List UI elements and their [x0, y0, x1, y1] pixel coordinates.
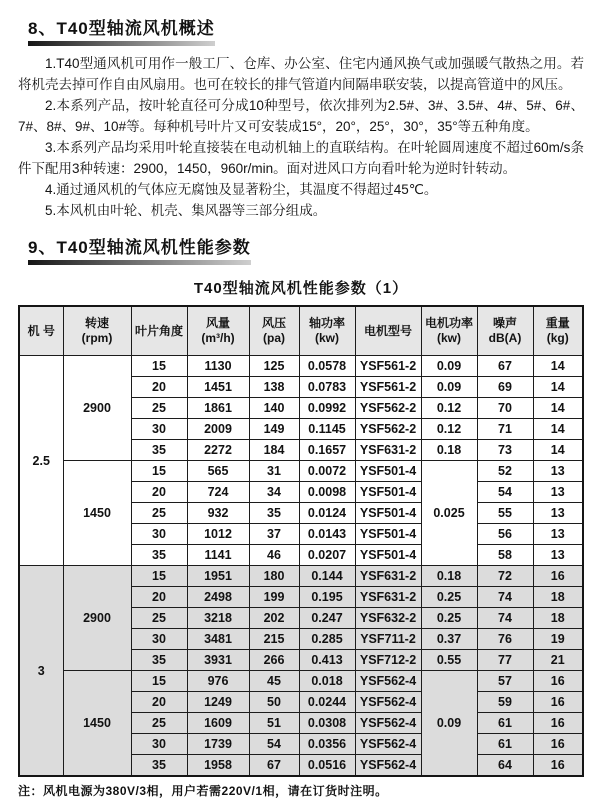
cell-weight: 16	[533, 692, 583, 713]
cell-noise: 57	[477, 671, 533, 692]
heading-underline-bar	[28, 41, 215, 46]
table-row	[19, 356, 583, 377]
cell-air-flow: 932	[187, 503, 249, 524]
table-row	[19, 461, 583, 482]
cell-motor-power: 0.55	[421, 650, 477, 671]
cell-air-flow: 3481	[187, 629, 249, 650]
cell-weight: 14	[533, 356, 583, 377]
overview-paragraph: 2.本系列产品，按叶轮直径可分成10种型号，依次排列为2.5#、3#、3.5#、4#、5#、6#、7#、8#、9#、10#等。每种机号叶片又可安装成15°，20°，25°，30°，35°等五种角度。	[18, 98, 584, 134]
cell-weight: 19	[533, 629, 583, 650]
column-header: 轴功率 (kw)	[299, 306, 355, 356]
column-header: 叶片角度	[131, 306, 187, 356]
section-8-heading-text: 8、T40型轴流风机概述	[28, 19, 215, 38]
cell-pressure: 45	[249, 671, 299, 692]
cell-air-flow: 3218	[187, 608, 249, 629]
cell-pressure: 266	[249, 650, 299, 671]
cell-motor-model: YSF562-4	[355, 692, 421, 713]
cell-motor-power: 0.09	[421, 671, 477, 777]
cell-noise: 55	[477, 503, 533, 524]
table-row	[19, 671, 583, 692]
column-header: 转速 (rpm)	[63, 306, 131, 356]
cell-weight: 21	[533, 650, 583, 671]
cell-noise: 71	[477, 419, 533, 440]
footer-note: 注：风机电源为380V/3相，用户若需220V/1相，请在订货时注明。	[18, 784, 388, 798]
cell-motor-model: YSF631-2	[355, 566, 421, 587]
cell-pressure: 180	[249, 566, 299, 587]
cell-weight: 16	[533, 734, 583, 755]
cell-air-flow: 2009	[187, 419, 249, 440]
cell-weight: 18	[533, 587, 583, 608]
cell-weight: 13	[533, 461, 583, 482]
cell-noise: 74	[477, 608, 533, 629]
cell-shaft-power: 0.285	[299, 629, 355, 650]
cell-pressure: 35	[249, 503, 299, 524]
cell-shaft-power: 0.0516	[299, 755, 355, 777]
cell-air-flow: 1951	[187, 566, 249, 587]
cell-motor-model: YSF501-4	[355, 482, 421, 503]
cell-shaft-power: 0.0992	[299, 398, 355, 419]
cell-motor-power: 0.12	[421, 398, 477, 419]
cell-motor-model: YSF712-2	[355, 650, 421, 671]
cell-noise: 61	[477, 734, 533, 755]
cell-blade-angle: 30	[131, 734, 187, 755]
cell-weight: 14	[533, 440, 583, 461]
cell-weight: 13	[533, 503, 583, 524]
cell-noise: 54	[477, 482, 533, 503]
cell-model: 3	[19, 566, 63, 777]
column-header: 机 号	[19, 306, 63, 356]
cell-pressure: 149	[249, 419, 299, 440]
cell-noise: 59	[477, 692, 533, 713]
column-header: 电机功率 (kw)	[421, 306, 477, 356]
cell-pressure: 215	[249, 629, 299, 650]
cell-motor-power: 0.09	[421, 356, 477, 377]
cell-air-flow: 1451	[187, 377, 249, 398]
cell-pressure: 199	[249, 587, 299, 608]
cell-blade-angle: 30	[131, 629, 187, 650]
cell-shaft-power: 0.144	[299, 566, 355, 587]
cell-air-flow: 1012	[187, 524, 249, 545]
cell-noise: 69	[477, 377, 533, 398]
cell-motor-model: YSF501-4	[355, 524, 421, 545]
cell-blade-angle: 30	[131, 524, 187, 545]
cell-weight: 16	[533, 713, 583, 734]
cell-motor-power: 0.37	[421, 629, 477, 650]
cell-blade-angle: 25	[131, 608, 187, 629]
cell-motor-model: YSF501-4	[355, 503, 421, 524]
cell-shaft-power: 0.0072	[299, 461, 355, 482]
cell-weight: 14	[533, 419, 583, 440]
cell-blade-angle: 20	[131, 692, 187, 713]
cell-shaft-power: 0.0244	[299, 692, 355, 713]
cell-motor-power: 0.25	[421, 587, 477, 608]
cell-shaft-power: 0.0578	[299, 356, 355, 377]
cell-air-flow: 1958	[187, 755, 249, 777]
column-header: 风量 (m³/h)	[187, 306, 249, 356]
cell-blade-angle: 15	[131, 671, 187, 692]
column-header: 风压 (pa)	[249, 306, 299, 356]
section-overview	[18, 14, 584, 221]
cell-motor-model: YSF632-2	[355, 608, 421, 629]
cell-weight: 16	[533, 755, 583, 777]
cell-motor-model: YSF562-4	[355, 734, 421, 755]
cell-blade-angle: 20	[131, 587, 187, 608]
cell-air-flow: 976	[187, 671, 249, 692]
cell-weight: 14	[533, 377, 583, 398]
cell-shaft-power: 0.0783	[299, 377, 355, 398]
cell-blade-angle: 25	[131, 713, 187, 734]
cell-air-flow: 724	[187, 482, 249, 503]
cell-motor-model: YSF631-2	[355, 587, 421, 608]
cell-pressure: 184	[249, 440, 299, 461]
cell-air-flow: 1249	[187, 692, 249, 713]
cell-shaft-power: 0.1657	[299, 440, 355, 461]
cell-blade-angle: 30	[131, 419, 187, 440]
cell-motor-model: YSF562-4	[355, 755, 421, 777]
cell-shaft-power: 0.018	[299, 671, 355, 692]
cell-weight: 13	[533, 482, 583, 503]
cell-weight: 16	[533, 671, 583, 692]
cell-speed: 1450	[63, 671, 131, 777]
cell-shaft-power: 0.1145	[299, 419, 355, 440]
cell-motor-model: YSF561-2	[355, 356, 421, 377]
table-row	[19, 566, 583, 587]
section-8-heading	[28, 14, 215, 46]
cell-noise: 67	[477, 356, 533, 377]
cell-speed: 2900	[63, 356, 131, 461]
cell-shaft-power: 0.0124	[299, 503, 355, 524]
cell-motor-power: 0.25	[421, 608, 477, 629]
overview-paragraphs	[18, 53, 584, 221]
cell-air-flow: 2498	[187, 587, 249, 608]
cell-motor-model: YSF711-2	[355, 629, 421, 650]
cell-pressure: 125	[249, 356, 299, 377]
column-header: 噪声 dB(A)	[477, 306, 533, 356]
cell-shaft-power: 0.247	[299, 608, 355, 629]
overview-paragraph: 3.本系列产品均采用叶轮直接装在电动机轴上的直联结构。在叶轮圆周速度不超过60m/s条件下配用3种转速：2900，1450，960r/min。面对进风口方向看叶轮为逆时针转动。	[18, 140, 584, 176]
cell-motor-model: YSF631-2	[355, 440, 421, 461]
section-performance	[18, 233, 584, 777]
heading-underline-bar	[28, 260, 251, 265]
cell-pressure: 140	[249, 398, 299, 419]
cell-air-flow: 2272	[187, 440, 249, 461]
cell-motor-model: YSF562-4	[355, 713, 421, 734]
cell-pressure: 37	[249, 524, 299, 545]
cell-weight: 18	[533, 608, 583, 629]
cell-blade-angle: 35	[131, 755, 187, 777]
table-header-row	[19, 306, 583, 356]
cell-weight: 13	[533, 524, 583, 545]
cell-speed: 1450	[63, 461, 131, 566]
table-body	[19, 356, 583, 777]
table-header	[19, 306, 583, 356]
cell-noise: 52	[477, 461, 533, 482]
cell-motor-power: 0.09	[421, 377, 477, 398]
cell-air-flow: 1739	[187, 734, 249, 755]
cell-noise: 64	[477, 755, 533, 777]
section-9-heading-text: 9、T40型轴流风机性能参数	[28, 238, 251, 257]
cell-air-flow: 1861	[187, 398, 249, 419]
cell-shaft-power: 0.0207	[299, 545, 355, 566]
cell-pressure: 67	[249, 755, 299, 777]
cell-shaft-power: 0.413	[299, 650, 355, 671]
cell-motor-model: YSF562-4	[355, 671, 421, 692]
cell-motor-power: 0.025	[421, 461, 477, 566]
cell-shaft-power: 0.0356	[299, 734, 355, 755]
cell-pressure: 34	[249, 482, 299, 503]
cell-weight: 14	[533, 398, 583, 419]
cell-pressure: 51	[249, 713, 299, 734]
cell-weight: 16	[533, 566, 583, 587]
cell-air-flow: 565	[187, 461, 249, 482]
cell-blade-angle: 35	[131, 545, 187, 566]
cell-pressure: 202	[249, 608, 299, 629]
cell-blade-angle: 20	[131, 482, 187, 503]
cell-motor-model: YSF562-2	[355, 419, 421, 440]
overview-paragraph: 4.通过通风机的气体应无腐蚀及显著粉尘，其温度不得超过45℃。	[45, 182, 438, 197]
cell-motor-power: 0.18	[421, 566, 477, 587]
cell-weight: 13	[533, 545, 583, 566]
cell-air-flow: 1609	[187, 713, 249, 734]
cell-blade-angle: 35	[131, 650, 187, 671]
column-header: 重量 (kg)	[533, 306, 583, 356]
cell-blade-angle: 25	[131, 503, 187, 524]
performance-table	[18, 305, 584, 777]
section-9-heading	[28, 233, 251, 265]
cell-noise: 72	[477, 566, 533, 587]
cell-blade-angle: 20	[131, 377, 187, 398]
cell-shaft-power: 0.0308	[299, 713, 355, 734]
cell-noise: 77	[477, 650, 533, 671]
cell-noise: 56	[477, 524, 533, 545]
cell-pressure: 138	[249, 377, 299, 398]
cell-motor-model: YSF562-2	[355, 398, 421, 419]
table-title: T40型轴流风机性能参数（1）	[193, 280, 409, 297]
cell-motor-model: YSF501-4	[355, 461, 421, 482]
overview-paragraph: 1.T40型通风机可用作一般工厂、仓库、办公室、住宅内通风换气或加强暖气散热之用。若将机壳去掉可作自由风扇用。也可在较长的排气管道内间隔串联安装，以提高管道中的风压。	[18, 56, 584, 92]
cell-pressure: 31	[249, 461, 299, 482]
cell-air-flow: 1141	[187, 545, 249, 566]
cell-speed: 2900	[63, 566, 131, 671]
cell-motor-power: 0.18	[421, 440, 477, 461]
cell-air-flow: 3931	[187, 650, 249, 671]
cell-blade-angle: 15	[131, 566, 187, 587]
cell-pressure: 50	[249, 692, 299, 713]
cell-shaft-power: 0.195	[299, 587, 355, 608]
cell-blade-angle: 35	[131, 440, 187, 461]
cell-blade-angle: 25	[131, 398, 187, 419]
cell-noise: 61	[477, 713, 533, 734]
cell-blade-angle: 15	[131, 461, 187, 482]
cell-motor-model: YSF561-2	[355, 377, 421, 398]
cell-noise: 73	[477, 440, 533, 461]
column-header: 电机型号	[355, 306, 421, 356]
cell-pressure: 46	[249, 545, 299, 566]
cell-motor-model: YSF501-4	[355, 545, 421, 566]
cell-noise: 58	[477, 545, 533, 566]
cell-model: 2.5	[19, 356, 63, 566]
cell-air-flow: 1130	[187, 356, 249, 377]
cell-noise: 70	[477, 398, 533, 419]
cell-noise: 74	[477, 587, 533, 608]
cell-noise: 76	[477, 629, 533, 650]
overview-paragraph: 5.本风机由叶轮、机壳、集风器等三部分组成。	[45, 203, 327, 218]
cell-pressure: 54	[249, 734, 299, 755]
cell-shaft-power: 0.0098	[299, 482, 355, 503]
cell-blade-angle: 15	[131, 356, 187, 377]
cell-motor-power: 0.12	[421, 419, 477, 440]
cell-shaft-power: 0.0143	[299, 524, 355, 545]
